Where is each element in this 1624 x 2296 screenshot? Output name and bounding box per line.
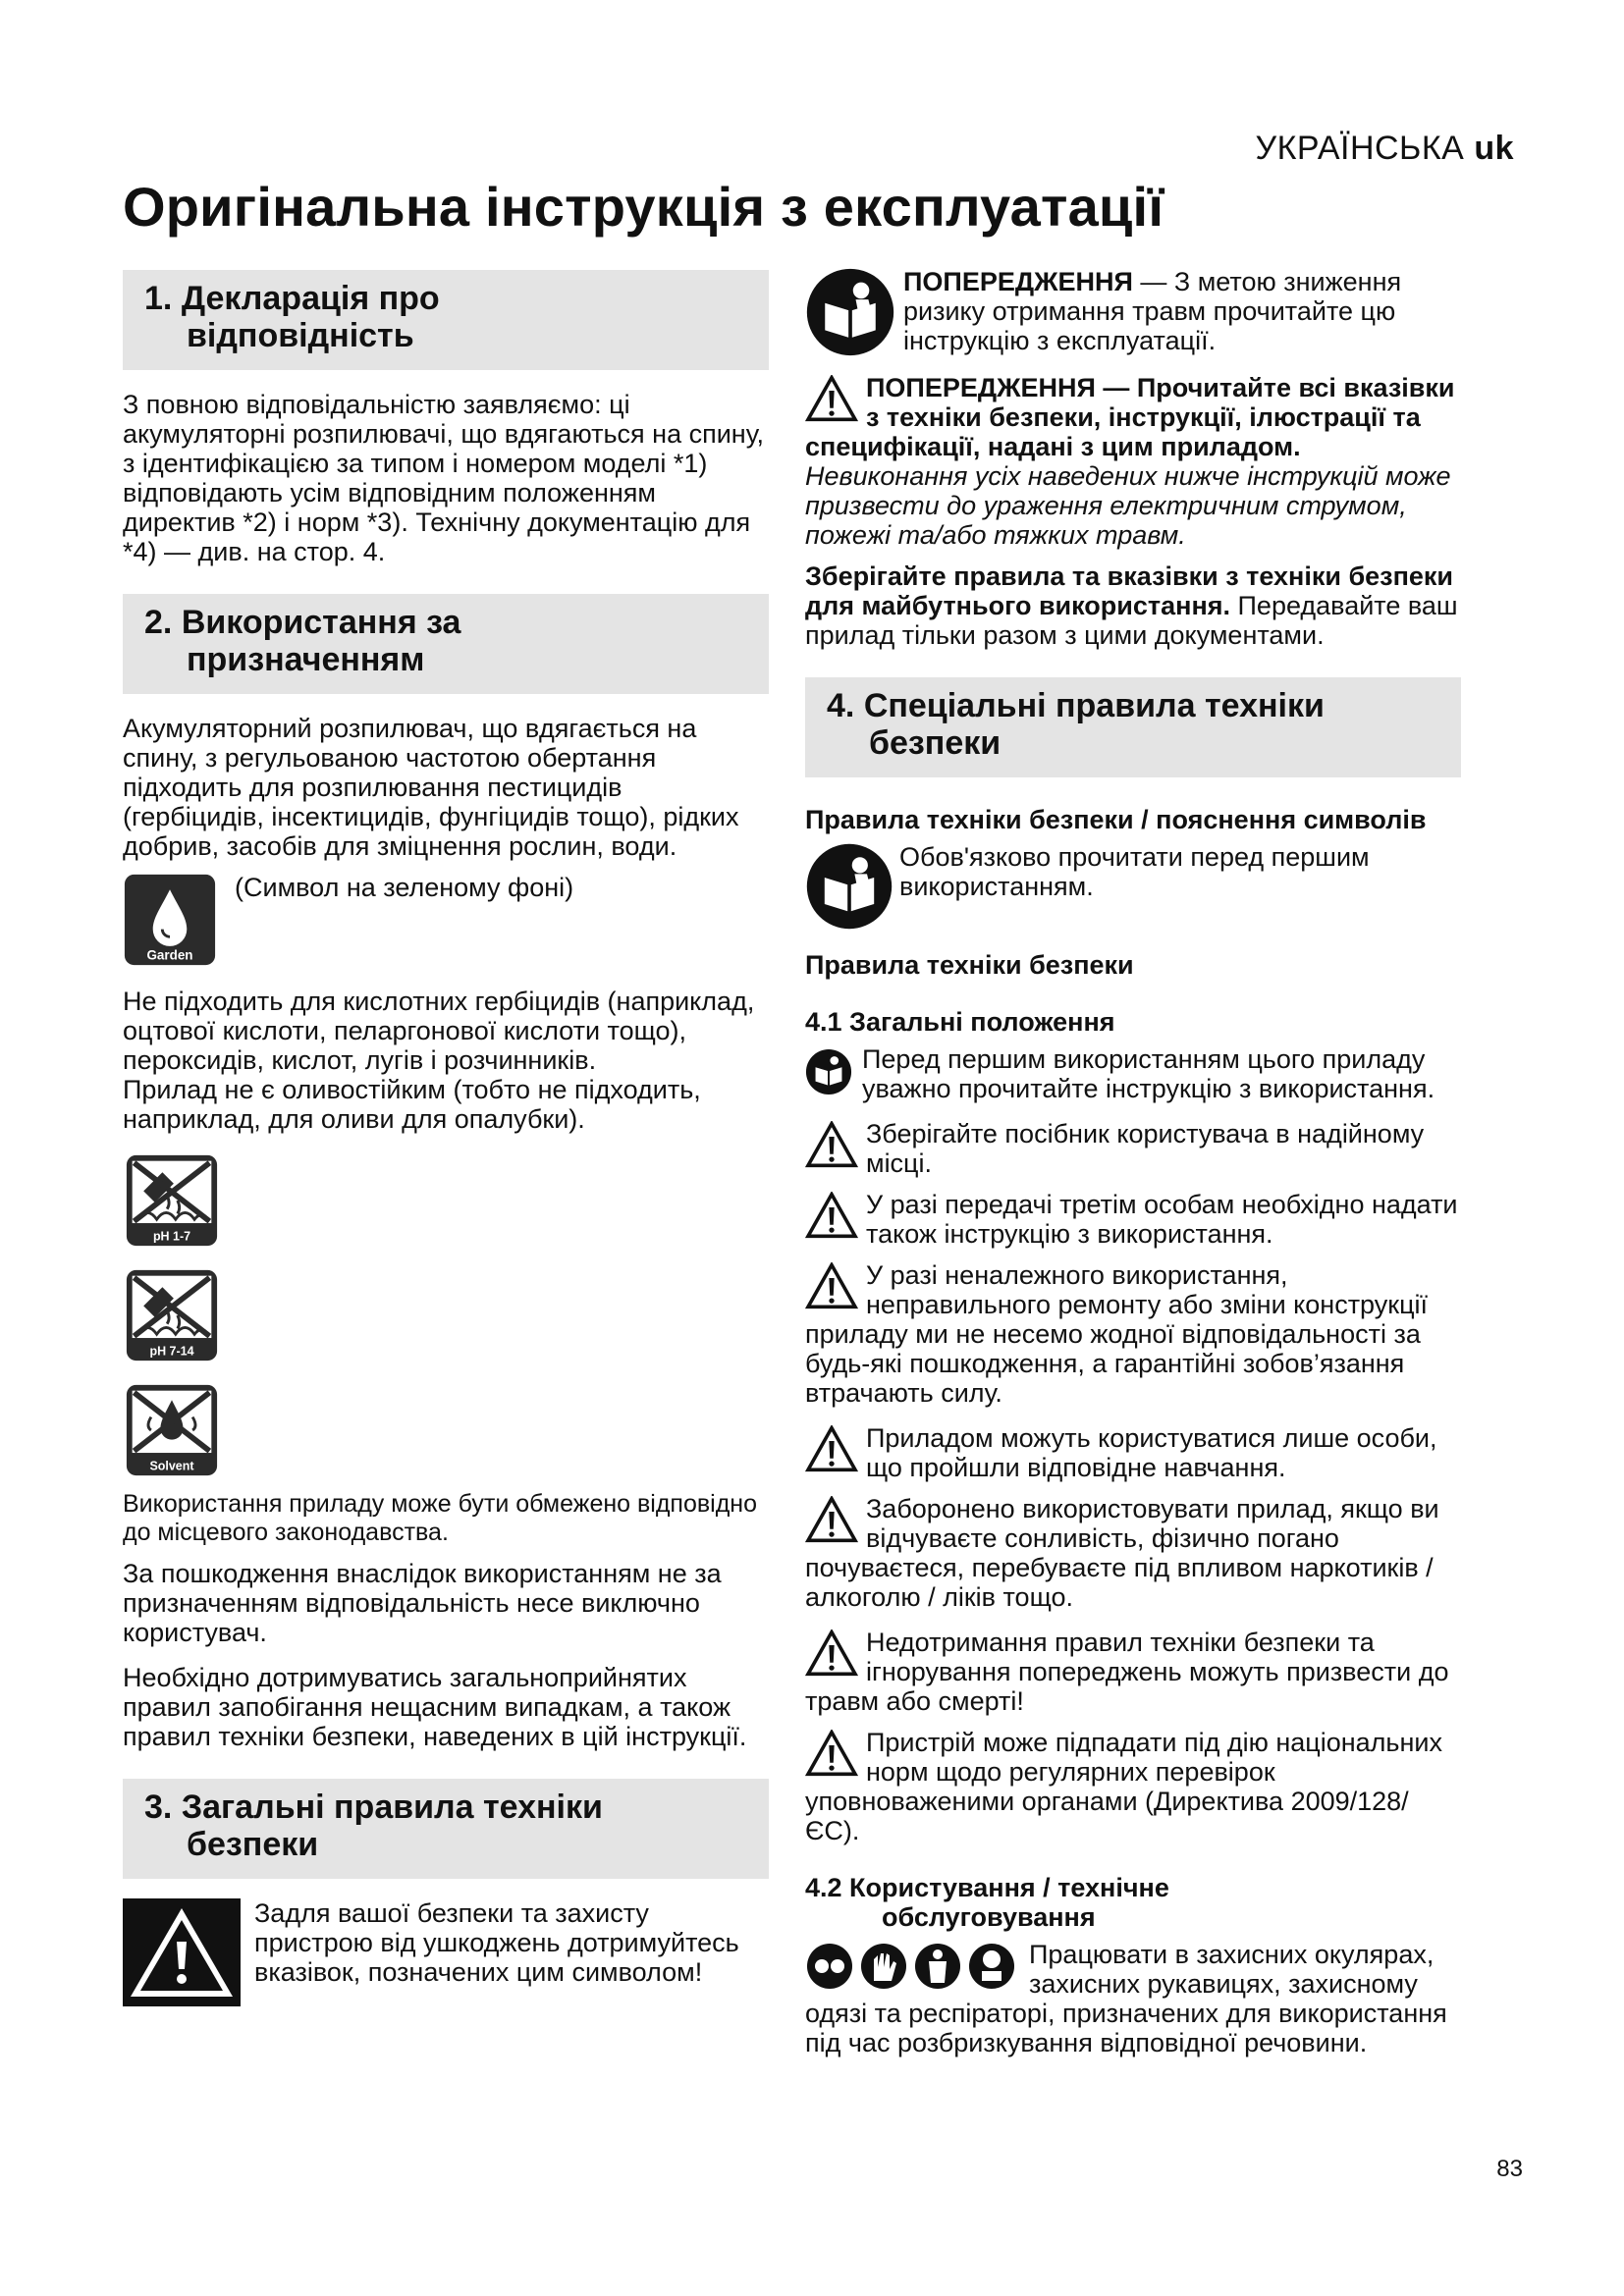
- warning2-block: [805, 373, 1461, 550]
- garden-icon-label: Garden: [146, 947, 193, 963]
- ph1-label: pH 1-7: [152, 1229, 191, 1244]
- list-item: Недотримання правил техніки безпеки та ігнорування попереджень можуть призвести до травм або смерті!: [805, 1628, 1449, 1716]
- garden-symbol-row: [123, 873, 769, 967]
- warning-read-manual-row: [805, 267, 1461, 357]
- warning1-text: — З метою зниження ризику отримання травм прочитайте цю інструкцію з експлуатації.: [903, 267, 1402, 355]
- language-name: УКРАЇНСЬКА: [1255, 130, 1465, 167]
- left-column: [123, 270, 769, 2006]
- large-warning-icon: [123, 1898, 241, 2006]
- read-before-text: Обов'язково прочитати перед першим використанням.: [899, 842, 1370, 901]
- ppe-icons: [805, 1942, 1021, 1991]
- goggles-icon: [807, 1944, 852, 1989]
- warning-triangle-icon: [805, 1192, 858, 1239]
- warning-triangle-icon: [805, 1730, 858, 1777]
- restriction-text: Використання приладу може бути обмежено відповідно до місцевого законодавства.: [123, 1490, 758, 1546]
- declaration-text: З повною відповідальністю заявляємо: ці акумуляторні розпилювачі, що вдягаються на спину, з ідентифікацією за типом і номером моделі *1) відповідають усім відповідним положенням директив *2) і норм *3). Технічну документацію для *4) — див. на стор. 4.: [123, 390, 764, 566]
- garden-caption: (Символ на зеленому фоні): [235, 873, 574, 902]
- section-3-heading: 3. Загальні правила техніки безпеки: [123, 1779, 769, 1879]
- list-item: Перед першим використанням цього приладу уважно прочитайте інструкцію з використання.: [805, 1044, 1461, 1103]
- list-item: У разі передачі третім особам необхідно надати також інструкцію з використання.: [805, 1190, 1461, 1249]
- warning-triangle-icon: [805, 1121, 858, 1168]
- general-warning-text: Задля вашої безпеки та захисту пристрою від ушкоджень дотримуйтесь вказівок, позначених цим символом!: [254, 1898, 739, 1987]
- list-item: Приладом можуть користуватися лише особи, що пройшли відповідне навчання.: [805, 1423, 1461, 1482]
- warning-triangle-icon: [805, 1262, 858, 1309]
- right-column: [805, 267, 1461, 2057]
- warning-triangle-icon: [805, 1496, 858, 1543]
- keep-instructions-text: Передавайте ваш прилад тільки разом з цими документами.: [805, 591, 1458, 650]
- rules-text: Необхідно дотримуватись загальноприйнятих правил запобігання нещасним випадкам, а також правил техніки безпеки, наведених в цій інструкції.: [123, 1663, 747, 1751]
- read-manual-icon: [805, 267, 895, 357]
- warning-triangle-icon: [805, 1629, 858, 1677]
- alkali-ph7-14-prohibited-icon: [125, 1268, 219, 1362]
- symbols-subheading: Правила техніки безпеки / пояснення символів: [805, 805, 1427, 834]
- acid-ph1-7-prohibited-icon: [125, 1153, 219, 1248]
- warning2-italic: Невиконання усіх наведених нижче інструкцій може призвести до ураження електричним струмом, пожежі та/або тяжких травм.: [805, 461, 1451, 550]
- section-2-heading: 2. Використання за призначенням: [123, 594, 769, 694]
- not-oil-text: Прилад не є оливостійким (тобто не підходить, наприклад, для оливи для опалубки).: [123, 1075, 701, 1134]
- usage-maintenance-subheading: 4.2 Користування / технічне обслуговування: [805, 1873, 1169, 1932]
- warning1-label: ПОПЕРЕДЖЕННЯ: [903, 267, 1133, 296]
- solvent-prohibited-icon: [125, 1383, 219, 1477]
- list-item: У разі неналежного використання, неправильного ремонту або зміни конструкції приладу ми не несемо жодної відповідальності за будь-які пошкодження, а гарантійні зобов’язання втрачають силу.: [805, 1260, 1429, 1408]
- warning-triangle-icon: [805, 375, 858, 422]
- garden-icon: [123, 873, 217, 967]
- safety-rules-subheading: Правила техніки безпеки: [805, 950, 1134, 980]
- read-before-row: [805, 842, 1461, 931]
- page-number: 83: [1496, 2156, 1523, 2182]
- general-warning-row: [123, 1898, 769, 2006]
- language-label: [1256, 130, 1514, 168]
- section-1-heading: 1. Декларація про відповідність: [123, 270, 769, 370]
- warning2-bold: ПОПЕРЕДЖЕННЯ — Прочитайте всі вказівки з техніки безпеки, інструкції, ілюстрації та специфікації, надані з цим приладом.: [805, 373, 1455, 461]
- list-item: Зберігайте посібник користувача в надійному місці.: [805, 1119, 1461, 1178]
- general-provisions-subheading: 4.1 Загальні положення: [805, 1007, 1115, 1037]
- language-code: uk: [1474, 130, 1514, 167]
- respirator-icon: [969, 1944, 1014, 1989]
- intended-use-text: Акумуляторний розпилювач, що вдягається на спину, з регульованою частотою обертання підходить для розпилювання пестицидів (гербіцидів, інсектицидів, фунгіцидів тощо), рідких добрив, засобів для зміцнення рослин, води.: [123, 714, 739, 861]
- ppe-block: [805, 1940, 1461, 2057]
- document-title: Оригінальна інструкція з експлуатації: [123, 176, 1164, 238]
- section-4-heading: 4. Спеціальні правила техніки безпеки: [805, 677, 1461, 777]
- list-item: Пристрій може підпадати під дію національних норм щодо регулярних перевірок уповноваженими органами (Директива 2009/128/ЄС).: [805, 1728, 1442, 1845]
- read-manual-icon: [805, 1048, 852, 1095]
- solvent-label: Solvent: [149, 1459, 194, 1473]
- list-item: Заборонено використовувати прилад, якщо ви відчуваєте сонливість, фізично погано почуваєтеся, перебуваєте під впливом наркотиків / алкоголю / ліків тощо.: [805, 1494, 1439, 1612]
- not-suitable-text: Не підходить для кислотних гербіцидів (наприклад, оцтової кислоти, пеларгонової кислоти тощо), пероксидів, кислот, лугів і розчинників.: [123, 987, 755, 1075]
- read-manual-icon: [805, 842, 893, 931]
- warning-triangle-icon: [805, 1425, 858, 1472]
- ppe-text: Працювати в захисних окулярах, захисних рукавицях, захисному одязі та респіраторі, призначених для використання під час розбризкування відповідної речовини.: [805, 1940, 1447, 2057]
- liability-text: За пошкодження внаслідок використанням не за призначенням відповідальність несе виключно користувач.: [123, 1559, 722, 1647]
- protective-clothing-icon: [915, 1944, 960, 1989]
- ph2-label: pH 7-14: [149, 1344, 194, 1359]
- gloves-icon: [861, 1944, 906, 1989]
- keep-instructions-bold: Зберігайте правила та вказівки з техніки безпеки для майбутнього використання.: [805, 561, 1454, 620]
